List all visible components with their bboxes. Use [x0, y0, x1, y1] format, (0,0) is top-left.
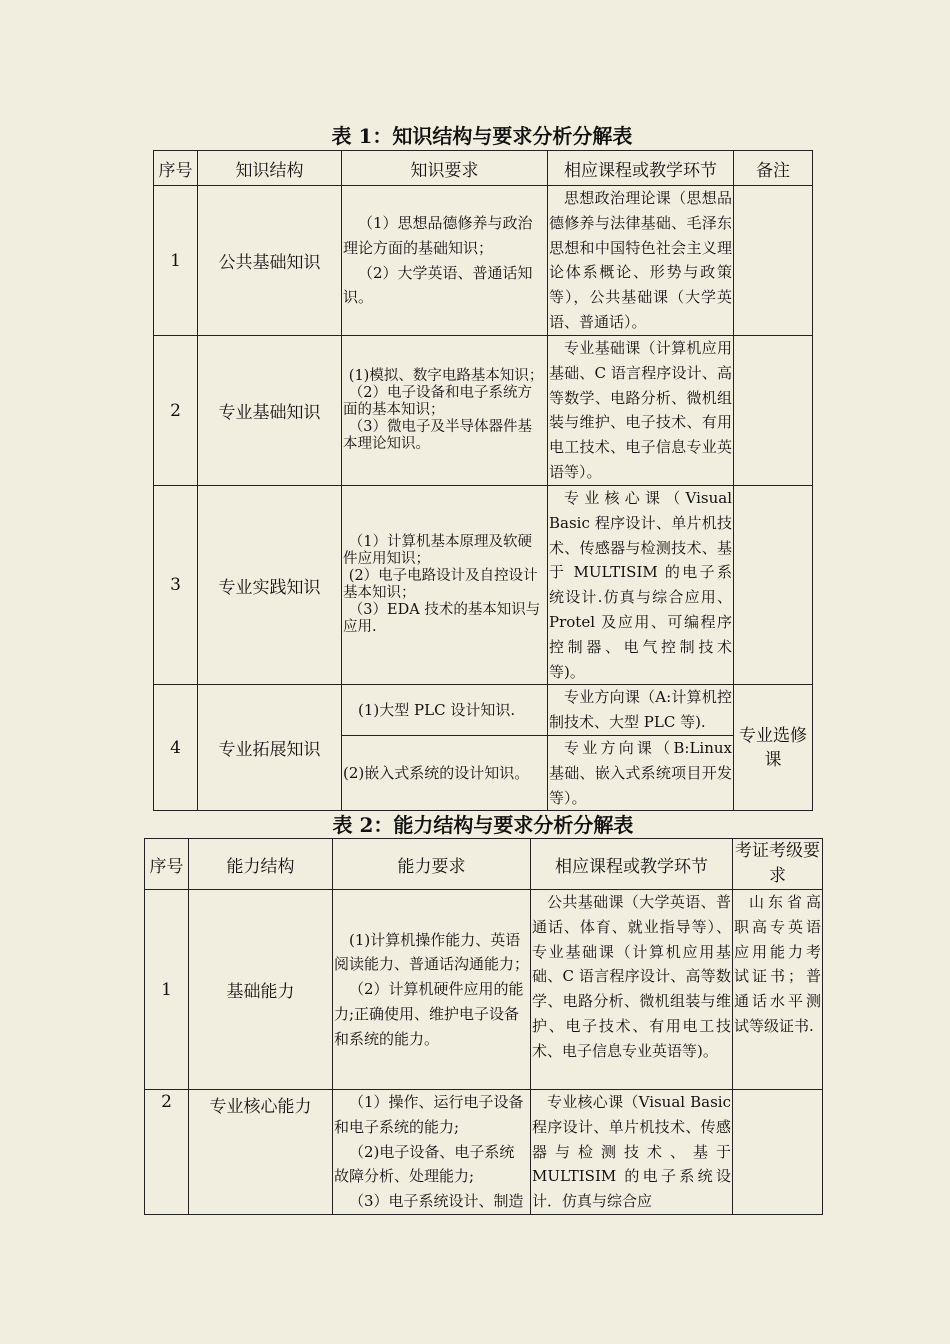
- note: [734, 336, 813, 486]
- courses-text: 专业方向课（A:计算机控制技术、大型 PLC 等).: [549, 688, 732, 732]
- requirement-item: (1)大型 PLC 设计知识.: [358, 700, 516, 719]
- table-header-row: [145, 839, 823, 890]
- related-courses: [548, 735, 734, 810]
- certificate-requirement: [733, 1090, 823, 1215]
- courses-text: 专业核心课（Visual Basic 程序设计、单片机技术、传感器与检测技术、基于 MULTISIM 的电子系统设计.仿真与综合应用、Protel 及应用、可编程序控制器、电气控制技术等)。: [549, 489, 732, 681]
- related-courses: [548, 486, 734, 685]
- table2-title: 表 2：能力结构与要求分析分解表: [332, 813, 634, 837]
- row-number: 2: [145, 1090, 189, 1215]
- knowledge-structure: 专业实践知识: [198, 486, 342, 685]
- knowledge-structure: 公共基础知识: [198, 186, 342, 336]
- knowledge-structure-table: [153, 150, 813, 811]
- courses-text: 专业核心课（Visual Basic 程序设计、单片机技术、传感器与检测技术、基于 MULTISIM 的电子系统设计．仿真与综合应: [532, 1093, 731, 1211]
- knowledge-requirements: [342, 486, 548, 685]
- requirement-item: （3）电子系统设计、制造: [349, 1192, 524, 1211]
- header-no: 序号: [145, 839, 189, 890]
- knowledge-requirements: [342, 336, 548, 486]
- knowledge-requirements: [342, 735, 548, 810]
- ability-structure-table: [144, 838, 823, 1215]
- row-number: 2: [154, 336, 198, 486]
- courses-text: 专业方向课（B:Linux 基础、嵌入式系统项目开发等）。: [549, 738, 732, 807]
- requirement-item: (1)模拟、数字电路基本知识；: [348, 368, 544, 384]
- requirement-item: （1）操作、运行电子设备和电子系统的能力;: [334, 1093, 524, 1136]
- header-structure: 知识结构: [198, 151, 342, 186]
- requirement-item: （1）计算机基本原理及软硬件应用知识；: [343, 534, 533, 568]
- table-row: [154, 685, 813, 736]
- related-courses: [548, 685, 734, 736]
- header-courses: 相应课程或教学环节: [548, 151, 734, 186]
- header-structure: 能力结构: [189, 839, 333, 890]
- header-note: 备注: [734, 151, 813, 186]
- related-courses: [548, 336, 734, 486]
- related-courses: [548, 186, 734, 336]
- knowledge-requirements: [342, 186, 548, 336]
- related-courses: [531, 890, 733, 1090]
- knowledge-structure: 专业拓展知识: [198, 685, 342, 811]
- header-requirements: 能力要求: [333, 839, 531, 890]
- note: [734, 486, 813, 685]
- table1-title: 表 1：知识结构与要求分析分解表: [331, 124, 633, 148]
- cert-text: 山东省高职高专英语应用能力考试证书；普通话水平测试等级证书.: [734, 893, 821, 1035]
- courses-text: 公共基础课（大学英语、普通话、体育、就业指导等）、专业基础课（计算机应用基础、C 语言程序设计、高等数学、电路分析、微机组装与维护、电子技术、有用电工技术、电子信息专业英语等)。: [532, 893, 731, 1060]
- note: 专业选修课: [734, 685, 813, 811]
- note: [734, 186, 813, 336]
- header-courses: 相应课程或教学环节: [531, 839, 733, 890]
- knowledge-requirements: [342, 685, 548, 736]
- table-row: [154, 336, 813, 486]
- related-courses: [531, 1090, 733, 1215]
- ability-structure: 专业核心能力: [189, 1090, 333, 1215]
- requirement-item: （2）电子设备和电子系统方面的基本知识；: [343, 385, 533, 418]
- requirement-item: (2)嵌入式系统的设计知识。: [343, 763, 530, 782]
- requirement-item: （2）大学英语、普通话知识。: [343, 263, 533, 307]
- requirement-item: （1）思想品德修养与政治理论方面的基础知识；: [343, 213, 533, 257]
- requirement-item: （3）微电子及半导体器件基本理论知识。: [343, 419, 533, 452]
- requirement-item: （2)电子设备、电子系统故障分析、处理能力;: [334, 1142, 515, 1186]
- courses-text: 专业基础课（计算机应用基础、C 语言程序设计、高等数学、电路分析、微机组装与维护、电子技术、有用电工技术、电子信息专业英语等）。: [549, 339, 732, 481]
- requirement-item: (1)计算机操作能力、英语阅读能力、普通话沟通能力；: [334, 930, 530, 974]
- row-number: 1: [145, 890, 189, 1090]
- row-number: 1: [154, 186, 198, 336]
- knowledge-structure: 专业基础知识: [198, 336, 342, 486]
- header-no: 序号: [154, 151, 198, 186]
- row-number: 3: [154, 486, 198, 685]
- ability-structure: 基础能力: [189, 890, 333, 1090]
- ability-requirements: [333, 1090, 531, 1215]
- courses-text: 思想政治理论课（思想品德修养与法律基础、毛泽东思想和中国特色社会主义理论体系概论、形势与政策等），公共基础课（大学英语、普通话）。: [549, 189, 732, 331]
- requirement-item: （3）EDA 技术的基本知识与应用.: [343, 602, 541, 636]
- table-row: [154, 486, 813, 685]
- table-row: [145, 890, 823, 1090]
- requirement-item: (2）电子电路设计及自控设计基本知识；: [343, 568, 538, 602]
- header-cert: 考证考级要求: [733, 839, 823, 890]
- ability-requirements: [333, 890, 531, 1090]
- certificate-requirement: [733, 890, 823, 1090]
- table-header-row: [154, 151, 813, 186]
- requirement-item: （2）计算机硬件应用的能力;正确使用、维护电子设备和系统的能力。: [334, 980, 524, 1048]
- header-requirements: 知识要求: [342, 151, 548, 186]
- row-number: 4: [154, 685, 198, 811]
- table-row: [154, 186, 813, 336]
- table-row: [145, 1090, 823, 1215]
